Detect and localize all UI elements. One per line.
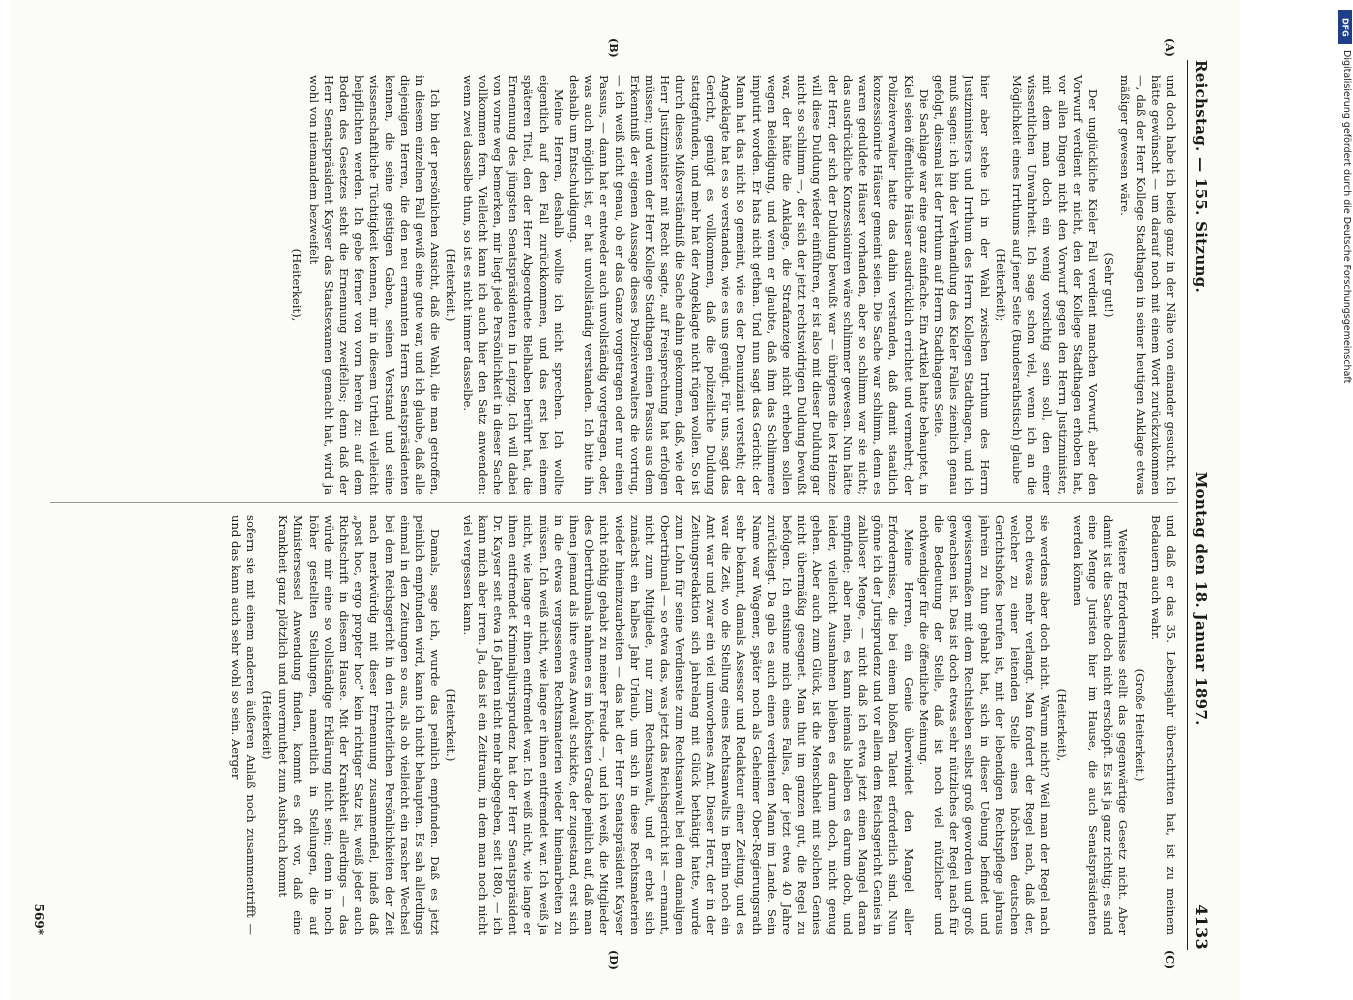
dfg-logo: DFG	[1338, 10, 1352, 44]
paragraph: Meine Herren, deshalb wollte ich nicht sprechen. Ich wollte eigentlich auf den Fall zurückkommen, und das erst bei einem späteren Titel, den der Herr Abgeordnete Bielhaben berührt hat, die Ernennung des jüngsten Senatspräsidenten in Leipzig. Ich will dabei von vorne weg bemerken, mir liegt jede Persönlichkeit in dieser Sache vollkommen fern. Vielleicht kann ich auch hier den Satz anwenden: wenn zwei dasselbe thun, so ist es nicht immer dasselbe.	[460, 75, 566, 495]
digitization-credit	[1336, 10, 1353, 1000]
left-column	[50, 75, 1178, 495]
document-page	[10, 0, 1240, 1000]
paragraph: Der unglückliche Kieler Fall verdient manchen Vorwurf, aber den Vorwurf verdient er nicht, den der Kollege Stadthagen erhoben hat, vor allen Dingen nicht den Vorwurf gegen den Herrn Justizminister, mit dem man doch ein wenig vorsichtig sein soll, den einer wissentlichen Unwahrheit. Ich sage schon viel, wenn ich an die Möglichkeit eines Irrthums auf jener Seite (Bundesrathstisch) glaube	[1009, 75, 1100, 495]
interjection: (Heiterkeit),	[1054, 688, 1069, 762]
margin-marker-c: (C)	[1163, 950, 1176, 970]
column-divider	[50, 502, 1178, 503]
paragraph: sofern sie mit einem anderen äußeren Anlaß noch zusammentrifft — und das kann auch sehr wohl so sein. Aerger	[228, 515, 258, 935]
interjection: (Große Heiterkeit.)	[1132, 668, 1147, 782]
sheet-signature: 569*	[32, 903, 46, 935]
right-column	[50, 515, 1178, 935]
paragraph: sie werdens aber doch nicht. Warum nicht? Weil man der Regel nach noch etwas mehr verlangt. Man fordert der Regel nach, daß der, welcher zu einer leitenden Stelle eines höchsten deutschen Gerichtshofes berufen ist, mit der lebendigen Rechtspflege jahraus jahrein zu thun gehabt hat, sich in dieser Uebung befindet und gewissermaßen mit dem Rechtsleben selbst groß geworden und groß gewachsen ist. Das ist doch etwas sehr nützliches der Regel nach für die Bedeutung der Stelle, daß ist noch viel nützlicher und nothwendiger für die öffentliche Meinung.	[916, 515, 1053, 935]
margin-marker-b: (B)	[607, 38, 620, 58]
header-session: Reichstag. — 155. Sitzung.	[1192, 60, 1210, 294]
credit-text: Digitalisierung gefördert durch die Deutsche Forschungsgemeinschaft	[1341, 50, 1352, 384]
paragraph: Ich bin der persönlichen Ansicht, daß die Wahl, die man getroffen, in diesem einzelnen Fall gewiß eine gute war, und ich glaube, daß alle diejenigen Herren, die den neu ernannten Herrn Senatspräsidenten kennen, die seine geistigen Gaben, seinen Verstand und seine wissenschaftliche Tüchtigkeit kennen, mir in diesem Urtheil vielleicht beipflichten werden. Ich gebe ferner von vorn herein zu: auf dem Boden des Gesetzes steht die Ernennung zweifellos; denn daß der Herr Senatspräsident Kayser das Staatsexamen gemacht hat, wird ja wohl von niemandem bezweifelt	[306, 75, 443, 495]
paragraph: Damals, sage ich, wurde das peinlich empfunden. Daß es jetzt peinlich empfunden wird, kann ich nicht behaupten. Es sah allerdings einmal in den Zeitungen so aus, als ob vielleicht ein rascher Wechsel bei dem Reichsgericht in den richterlichen Persönlichkeiten der Zeit nach merkwürdig mit dieser Ernennung zusammenfiel, indeß daß „post hoc, ergo propter hoc“ kein richtiger Satz ist, weiß jeder auch Richtschrift in diesem Hause. Mit der Krankheit allerdings — das würde mir eine so vollständige Erklärung nicht sein; denn in noch höher gestellten Stellungen, namentlich in Stellungen, die auf Ministersessel Anwendung finden, kommt es oft vor, daß eine Krankheit ganz plötzlich und unvermuthet zum Ausbruch kommt	[276, 515, 443, 935]
paragraph: hier aber stehe ich in der Wahl zwischen Irrthum des Herrn Justizministers und Irrthum des Herrn Kollegen Stadthagen, und ich muß sagen: ich bin der Verhandlung des Kieler Falles ziemlich genau gefolgt, diesmal ist der Irrthum auf Herrn Stadthagens Seite.	[931, 75, 992, 495]
header-rule	[1187, 60, 1188, 950]
margin-marker-a: (A)	[1163, 38, 1176, 57]
interjection: (Heiterkeit);	[993, 248, 1008, 322]
interjection: (Heiterkeit)	[260, 690, 275, 760]
paragraph: Weitere Erfordernisse stellt das gegenwärtige Gesetz nicht. Aber damit ist die Sache doch nicht erschöpft. Es ist ja ganz richtig; es sind eine Menge Juristen hier im Hause, die auch Senatspräsidenten werden können	[1070, 515, 1131, 935]
page-number: 4133	[1192, 904, 1211, 950]
header-date: Montag den 18. Januar 1897.	[1192, 471, 1210, 726]
interjection: (Heiterkeit.)	[444, 248, 459, 322]
interjection: (Sehr gut!)	[1102, 252, 1117, 318]
paragraph: Meine Herren, ein Genie überwindet den Mangel aller Erfordernisse, die bei einem bloßen Talent erforderlich sind. Nun gönne ich der Jurisprudenz und vor allem dem Reichsgericht Genies in zahlloser Menge, — nicht daß ich etwa jetzt einen Mangel daran empfinde; aber nein, es kann niemals bleiben es darum doch, und leider, vielleicht Ausnahmen bleiben es darum doch, nicht genug gehen. Aber auch zum Glück, ist die Menschheit mit solchen Genies nicht übermäßig gesegnet. Man thut im ganzen gut, die Regel zu befolgen. Ich entsinne mich eines Falles, der jetzt etwa 40 Jahre zurückliegt. Da gab es auch einen verdienten Mann im Lande. Sein Name war Wagener, später noch als Geheimer Ober-Regierungsrath sehr bekannt, damals Assessor und Redakteur einer Zeitung, und es war die Zeit, wo die Stellung eines Rechtsanwalts in Berlin noch ein Amt war und zwar ein viel umworbenes Amt. Dieser Herr, der in der Zeitungsredaktion sich jahrelang mit Glück bethätigt hatte, wurde zum Lohn für seine Verdienste zum Rechtsanwalt bei dem damaligen Obertribunal — so etwa das, was jetzt das Reichsgericht ist — ernannt, nicht zum Mitgliede, nur zum Rechtsanwalt, und er erbat sich zunächst ein halbes Jahr Urlaub, um sich in diese Rechtsmaterien wieder hineinzuarbeiten — das hat der Herr Senatspräsident Kayser nicht nöthig gehabt zu meiner Freude —, und ich weiß, die Mitglieder des Obertribunals nahmen es im höchsten Grade peinlich auf, daß man ihnen jemand als ihre etwas Anwalt schickte, der zugestand, erst sich in die etwas vergessenen Rechtsmaterien wieder hineinarbeiten zu müssen. Ich weiß nicht, wie lange er ihnen entfremdet war. Ich weiß ja nicht, wie lange er ihnen entfremdet war. Ich weiß nicht, wie lange er ihnen entfremdet Kriminaljurisprudenz hat der Herr Senatspräsident Dr. Kayser seit etwa 16 Jahren nicht mehr abgegeben, seit 1880, — ich kann mich aber irren. Ja, das ist ein Zeitraum, in dem man noch nicht viel vergessen kann.	[460, 515, 916, 935]
paragraph: und daß er das 35. Lebensjahr überschritten hat, ist zu meinem Bedauern auch wahr.	[1148, 515, 1178, 935]
paragraph: Die Sachlage war eine ganz einfache. Ein Artikel hatte behauptet, in Kiel seien öffentliche Häuser ausdrücklich errichtet und vermehrt; der Polizeiverwalter hatte das dahin verstanden, daß damit staatlich konzessionirte Häuser gemeint seien. Die Sache war schlimm, denn es waren geduldete Häuser vorhanden, aber so schlimm war sie nicht; das ausdrückliche Konzessioniren wäre schlimmer gewesen. Nun hätte der Herr, der sich der Duldung bewußt war — übrigens die lex Heinze will diese Duldung wieder einführen, er ist also mit dieser Duldung gar nicht so schlimm —, der sich der jetzt rechtswidrigen Duldung bewußt war, der hätte die Anklage, die Strafanzeige nicht erheben sollen wegen Beleidigung, und wenn er glaubte, daß ihm das Schlimmere imputirt worden. Er hats nicht gethan. Und nun sagt das Gericht: der Mann hat das nicht so gemeint, wie es der Denunziant versteht; der Angeklagte hat es so verstanden, wie es uns genügt. Für uns, sagt das Gericht, genügt es vollkommen, daß die polizeiliche Duldung stattgefunden, und mehr hat der Angeklagte nicht rügen wollen. So ist durch dieses Mißverständniß die Sache dahin gekommen, daß, wie der Herr Justizminister mit Recht sagte, auf Freisprechung hat erfolgen müssen; und wenn der Herr Kollege Stadthagen einen Passus aus dem Erkenntniß der eigenen Aussage dieses Polizeiverwalters die vortrug, — ich weiß nicht genau, ob er das Ganze vorgetragen oder nur einen Passus, — dann hat er entweder auch unvollständig vorgetragen, oder, was auch möglich ist, er hat unvollständig verstanden. Ich bitte ihn deshalb um Entschuldigung.	[567, 75, 931, 495]
interjection: (Heiterkeit.)	[444, 688, 459, 762]
margin-marker-d: (D)	[607, 950, 620, 970]
page-header	[1192, 60, 1220, 950]
interjection: (Heiterkeit),	[290, 248, 305, 322]
paragraph: und doch habe ich beide ganz in der Nähe von einander gesucht. Ich hätte gewünscht — um darauf noch mit einem Wort zurückzukommen —, daß der Herr Kollege Stadthagen in seiner heutigen Anklage etwas mäßiger gewesen wäre.	[1118, 75, 1178, 495]
